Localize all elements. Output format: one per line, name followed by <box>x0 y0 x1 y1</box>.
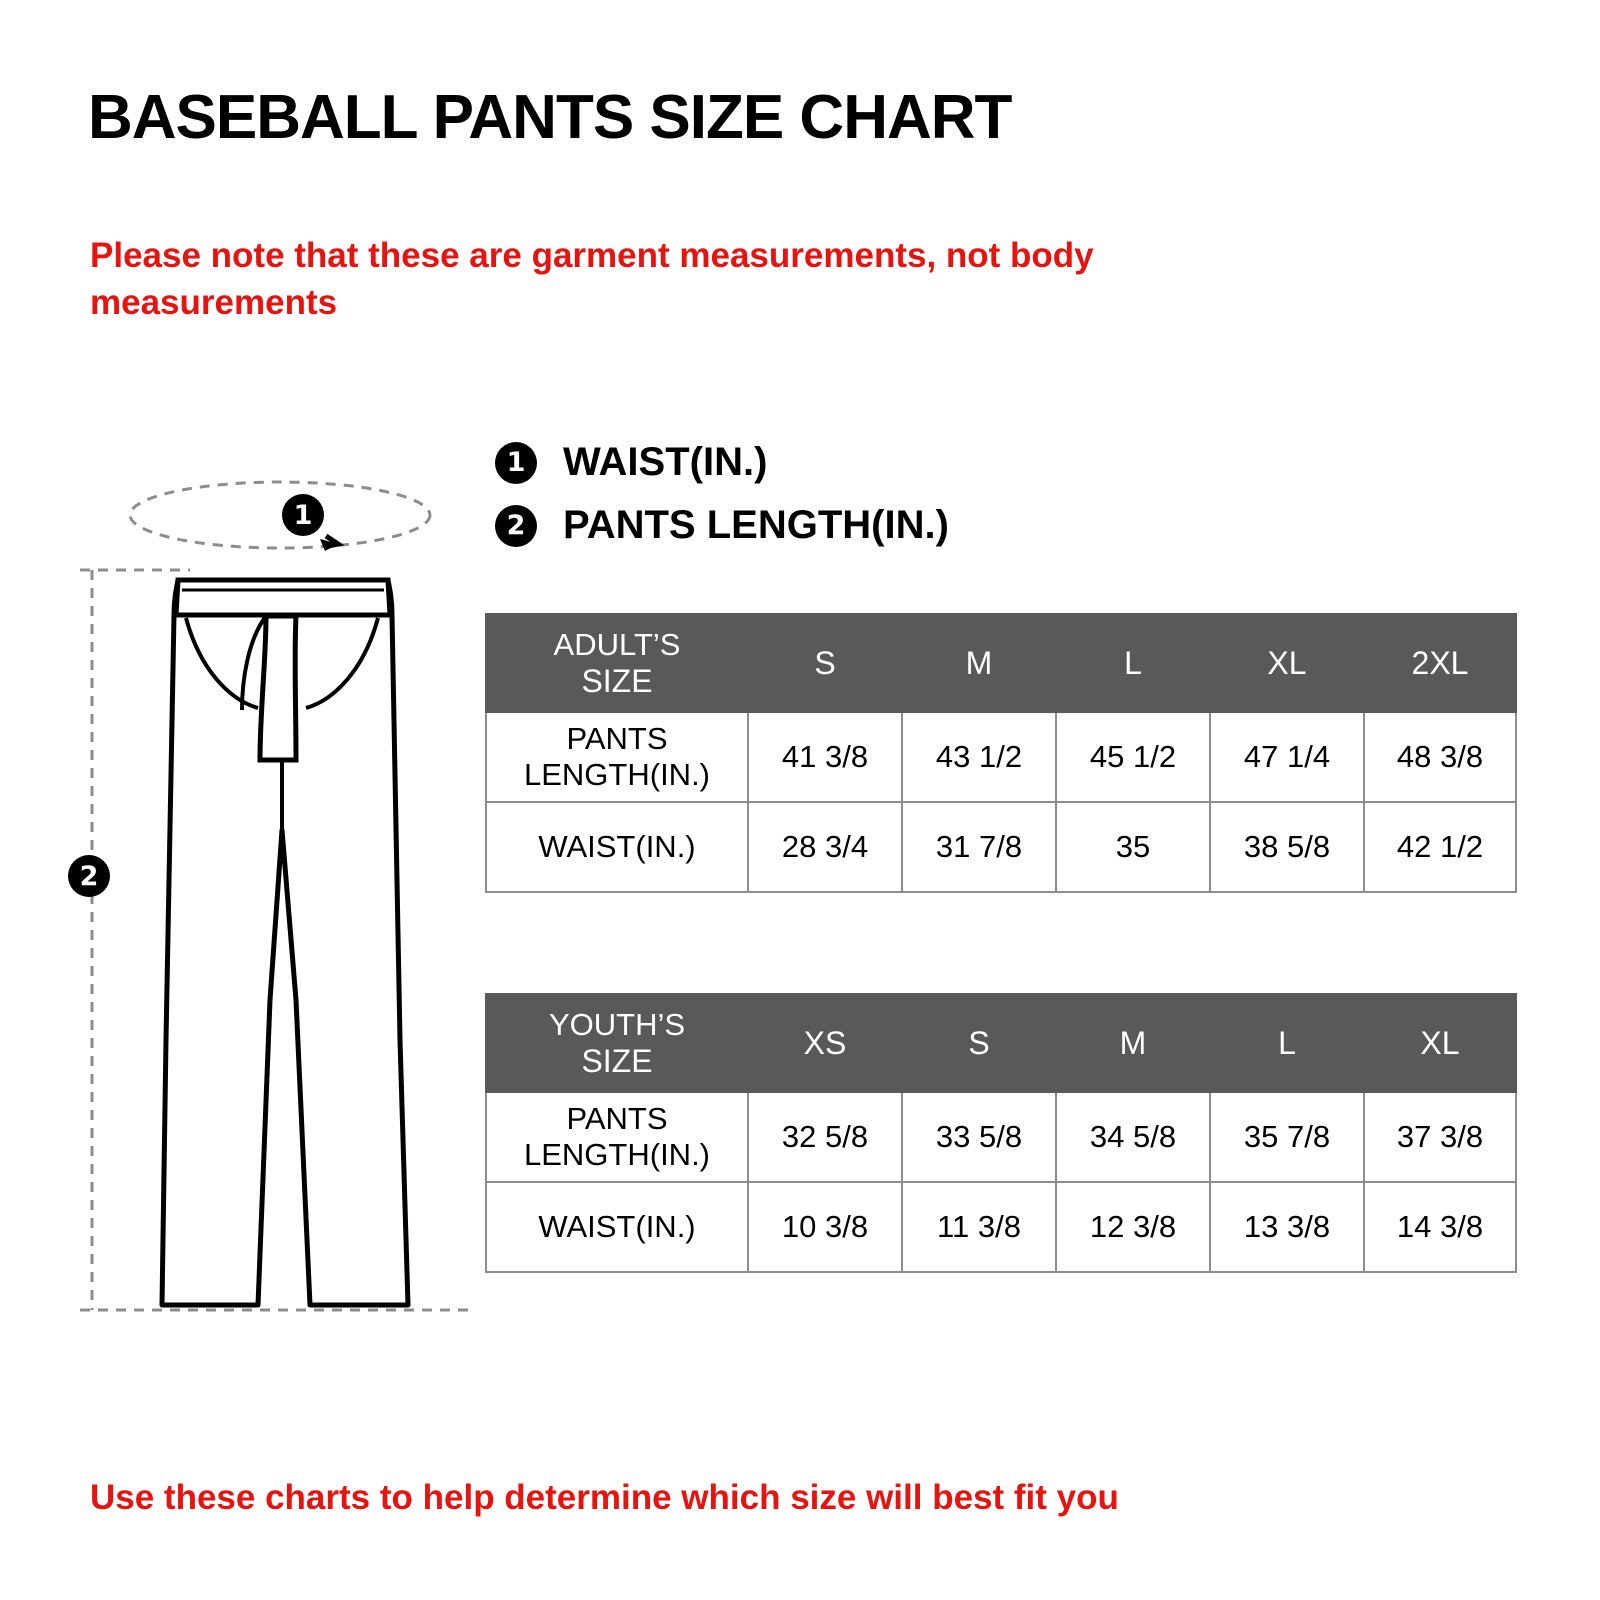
youth-col-l: L <box>1210 994 1364 1092</box>
table-row <box>486 1092 1516 1182</box>
youth-length-l: 35 7/8 <box>1210 1092 1364 1182</box>
table-row <box>486 1182 1516 1272</box>
adult-size-header-line2: SIZE <box>581 663 653 699</box>
legend-badge-1-icon: 1 <box>495 442 537 484</box>
youth-waist-m: 12 3/8 <box>1056 1182 1210 1272</box>
youth-waist-s: 11 3/8 <box>902 1182 1056 1272</box>
youth-size-header-line2: SIZE <box>581 1043 653 1079</box>
adult-waist-2xl: 42 1/2 <box>1364 802 1516 892</box>
youth-row-label-waist: WAIST(IN.) <box>486 1182 748 1272</box>
table-row <box>486 802 1516 892</box>
youth-length-xl: 37 3/8 <box>1364 1092 1516 1182</box>
adult-col-l: L <box>1056 614 1210 712</box>
adult-size-table <box>485 613 1517 893</box>
adult-size-header <box>486 614 748 712</box>
youth-length-m: 34 5/8 <box>1056 1092 1210 1182</box>
youth-size-header-line1: YOUTH’S <box>548 1007 686 1043</box>
adult-col-xl: XL <box>1210 614 1364 712</box>
adult-col-2xl: 2XL <box>1364 614 1516 712</box>
youth-size-header <box>486 994 748 1092</box>
marker-waist-icon: 1 <box>282 494 324 536</box>
adult-waist-xl: 38 5/8 <box>1210 802 1364 892</box>
youth-row-label-pants-length: PANTS LENGTH(IN.) <box>486 1092 748 1182</box>
table-header-row <box>486 994 1516 1092</box>
adult-length-m: 43 1/2 <box>902 712 1056 802</box>
youth-col-m: M <box>1056 994 1210 1092</box>
legend-badge-2-icon: 2 <box>495 505 537 547</box>
youth-waist-l: 13 3/8 <box>1210 1182 1364 1272</box>
adult-waist-m: 31 7/8 <box>902 802 1056 892</box>
footer-note: Use these charts to help determine which size will best fit you <box>90 1478 1119 1517</box>
legend-label-pants-length: PANTS LENGTH(IN.) <box>563 503 949 547</box>
measurement-legend <box>495 440 1195 566</box>
youth-col-xl: XL <box>1364 994 1516 1092</box>
youth-length-s: 33 5/8 <box>902 1092 1056 1182</box>
pants-illustration <box>70 440 490 1340</box>
legend-item-pants-length <box>495 503 1195 548</box>
table-header-row <box>486 614 1516 712</box>
adult-waist-l: 35 <box>1056 802 1210 892</box>
adult-row-label-pants-length: PANTS LENGTH(IN.) <box>486 712 748 802</box>
garment-measurement-note: Please note that these are garment measurements, not body measurements <box>90 236 1094 323</box>
legend-label-waist: WAIST(IN.) <box>563 440 768 484</box>
youth-col-xs: XS <box>748 994 902 1092</box>
pants-diagram-svg <box>70 440 490 1340</box>
adult-length-l: 45 1/2 <box>1056 712 1210 802</box>
adult-row-label-waist: WAIST(IN.) <box>486 802 748 892</box>
youth-col-s: S <box>902 994 1056 1092</box>
adult-length-2xl: 48 3/8 <box>1364 712 1516 802</box>
youth-size-table <box>485 993 1517 1273</box>
marker-length-icon: 2 <box>68 855 110 897</box>
legend-item-waist <box>495 440 1195 485</box>
youth-waist-xl: 14 3/8 <box>1364 1182 1516 1272</box>
adult-col-m: M <box>902 614 1056 712</box>
adult-length-xl: 47 1/4 <box>1210 712 1364 802</box>
youth-waist-xs: 10 3/8 <box>748 1182 902 1272</box>
adult-size-header-line1: ADULT’S <box>553 627 681 663</box>
youth-length-xs: 32 5/8 <box>748 1092 902 1182</box>
page-title: BASEBALL PANTS SIZE CHART <box>88 83 1012 152</box>
table-row <box>486 712 1516 802</box>
adult-col-s: S <box>748 614 902 712</box>
adult-waist-s: 28 3/4 <box>748 802 902 892</box>
adult-length-s: 41 3/8 <box>748 712 902 802</box>
